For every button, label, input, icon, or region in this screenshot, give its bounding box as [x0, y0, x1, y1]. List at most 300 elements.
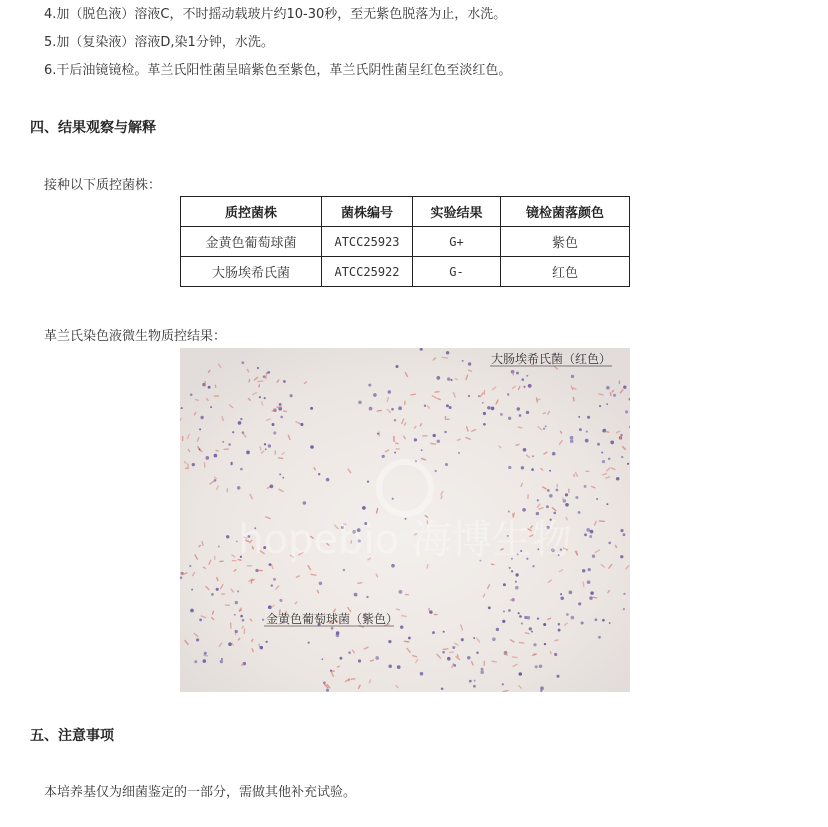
coccus-purple	[200, 416, 203, 419]
rod-red	[561, 431, 562, 433]
coccus-purple	[259, 396, 261, 398]
rod-red	[616, 545, 617, 547]
coccus-purple	[228, 642, 232, 646]
coccus-purple	[571, 616, 575, 620]
coccus-purple	[508, 417, 511, 420]
coccus-purple	[279, 599, 282, 602]
coccus-purple	[585, 439, 589, 443]
coccus-purple	[621, 456, 623, 458]
rod-red	[259, 385, 260, 387]
coccus-purple	[473, 685, 476, 688]
coccus-purple	[388, 390, 391, 393]
coccus-purple	[343, 569, 346, 572]
coccus-purple	[508, 466, 511, 469]
coccus-purple	[441, 688, 444, 691]
coccus-purple	[326, 478, 330, 482]
section-5-heading: 五、注意事项	[30, 728, 114, 744]
coccus-purple	[290, 394, 293, 397]
coccus-purple	[502, 683, 504, 685]
coccus-purple	[449, 406, 452, 409]
coccus-purple	[578, 602, 581, 605]
rod-red	[213, 611, 214, 614]
coccus-purple	[424, 404, 426, 406]
coccus-purple	[474, 680, 476, 682]
coccus-purple	[483, 423, 486, 426]
coccus-purple	[468, 395, 470, 397]
section-4-heading: 四、结果观察与解释	[30, 120, 156, 136]
rod-red	[593, 597, 596, 598]
coccus-purple	[521, 466, 524, 469]
step-6: 6.干后油镜镜检。革兰氏阳性菌呈暗紫色至紫色，革兰氏阴性菌呈红色至淡红色。	[44, 63, 512, 78]
coccus-purple	[358, 400, 362, 404]
coccus-purple	[392, 498, 394, 500]
coccus-purple	[609, 622, 611, 624]
coccus-purple	[221, 658, 223, 660]
rod-red	[420, 424, 421, 426]
coccus-purple	[263, 375, 266, 378]
coccus-purple	[377, 433, 379, 435]
coccus-purple	[273, 431, 276, 434]
coccus-purple	[608, 542, 611, 545]
coccus-purple	[310, 445, 314, 449]
coccus-purple	[435, 470, 437, 472]
coccus-purple	[326, 689, 329, 692]
watermark-text: hopebio 海博生物	[238, 517, 572, 563]
coccus-purple	[231, 462, 233, 464]
coccus-purple	[264, 443, 266, 445]
coccus-purple	[531, 468, 534, 471]
coccus-purple	[599, 405, 601, 407]
rod-red	[441, 496, 442, 498]
coccus-purple	[444, 431, 446, 433]
coccus-purple	[496, 628, 499, 631]
coccus-purple	[602, 460, 605, 463]
coccus-purple	[606, 503, 608, 505]
coccus-purple	[283, 380, 286, 383]
coccus-purple	[222, 441, 224, 443]
coccus-purple	[308, 642, 310, 644]
coccus-purple	[420, 672, 424, 676]
coccus-purple	[588, 568, 591, 571]
rod-red	[519, 643, 523, 644]
coccus-purple	[515, 573, 518, 576]
coccus-purple	[395, 365, 398, 368]
coccus-purple	[590, 591, 593, 594]
coccus-purple	[280, 416, 283, 419]
coccus-purple	[526, 375, 528, 377]
coccus-purple	[242, 431, 245, 434]
coccus-purple	[362, 506, 366, 510]
cell-colony-color: 红色	[501, 257, 630, 287]
coccus-purple	[532, 565, 534, 567]
coccus-purple	[264, 397, 266, 399]
coccus-purple	[238, 421, 242, 425]
coccus-purple	[445, 463, 448, 466]
coccus-purple	[262, 619, 264, 621]
coccus-purple	[509, 567, 511, 569]
coccus-purple	[589, 596, 593, 600]
coccus-purple	[446, 351, 449, 354]
rod-red	[457, 439, 460, 440]
coccus-purple	[584, 533, 587, 536]
coccus-purple	[271, 584, 273, 586]
rod-red	[249, 380, 250, 382]
coccus-purple	[549, 494, 553, 498]
coccus-purple	[511, 570, 513, 572]
coccus-purple	[240, 418, 242, 420]
coccus-purple	[270, 485, 274, 489]
coccus-purple	[613, 394, 616, 397]
coccus-purple	[515, 581, 517, 583]
coccus-purple	[323, 681, 326, 684]
coccus-purple	[450, 379, 452, 381]
coccus-purple	[235, 630, 238, 633]
coccus-purple	[521, 378, 524, 381]
rod-red	[610, 393, 611, 396]
table-row	[181, 227, 630, 257]
coccus-purple	[537, 617, 539, 619]
coccus-purple	[543, 623, 546, 626]
coccus-purple	[528, 384, 532, 388]
coccus-purple	[570, 440, 573, 443]
rod-red	[606, 477, 610, 478]
coccus-purple	[242, 619, 245, 622]
coccus-purple	[190, 609, 194, 613]
cell-result: G-	[413, 257, 501, 287]
coccus-purple	[382, 455, 385, 458]
coccus-purple	[529, 627, 532, 630]
coccus-purple	[437, 440, 440, 443]
coccus-purple	[539, 665, 543, 669]
coccus-purple	[476, 652, 478, 654]
coccus-purple	[540, 686, 544, 690]
coccus-purple	[368, 384, 371, 387]
coccus-purple	[191, 589, 193, 591]
coccus-purple	[300, 423, 303, 426]
coccus-purple	[266, 372, 268, 374]
coccus-purple	[592, 555, 595, 558]
rod-red	[516, 444, 519, 445]
coccus-purple	[194, 660, 197, 663]
rod-red	[411, 394, 415, 395]
rod-red	[196, 400, 199, 401]
coccus-purple	[196, 638, 199, 641]
coccus-purple	[391, 564, 395, 568]
coccus-purple	[272, 423, 275, 426]
coccus-purple	[570, 436, 574, 440]
coccus-purple	[453, 664, 456, 667]
rod-red	[442, 357, 447, 358]
coccus-purple	[246, 451, 250, 455]
coccus-purple	[375, 656, 379, 660]
coccus-purple	[500, 413, 503, 416]
coccus-purple	[205, 456, 209, 460]
coccus-purple	[625, 410, 628, 413]
coccus-purple	[606, 403, 608, 405]
coccus-purple	[447, 377, 450, 380]
qc-result-caption: 革兰氏染色液微生物质控结果：	[44, 329, 227, 344]
coccus-purple	[584, 485, 587, 488]
coccus-purple	[447, 657, 451, 661]
coccus-purple	[608, 457, 611, 460]
coccus-purple	[508, 511, 510, 513]
gram-stain-micrograph	[180, 348, 630, 692]
rod-red	[371, 660, 374, 661]
coccus-purple	[620, 529, 623, 532]
cell-colony-color: 紫色	[501, 227, 630, 257]
coccus-purple	[408, 637, 411, 640]
rod-red	[260, 447, 261, 450]
coccus-purple	[192, 463, 195, 466]
coccus-purple	[545, 425, 547, 427]
coccus-purple	[487, 406, 490, 409]
coccus-purple	[535, 665, 538, 668]
header-strain: 质控菌株	[181, 197, 322, 227]
coccus-purple	[279, 403, 282, 406]
coccus-purple	[446, 404, 449, 407]
coccus-purple	[526, 411, 529, 414]
rod-red	[252, 639, 253, 641]
coccus-purple	[273, 578, 276, 581]
coccus-purple	[491, 407, 495, 411]
rod-red	[396, 443, 399, 444]
coccus-purple	[558, 623, 561, 626]
rod-red	[543, 413, 545, 414]
coccus-purple	[556, 675, 559, 678]
coccus-purple	[586, 528, 590, 532]
coccus-purple	[519, 672, 523, 676]
coccus-purple	[606, 386, 610, 390]
coccus-purple	[578, 416, 580, 418]
coccus-purple	[214, 454, 218, 458]
coccus-purple	[216, 588, 219, 591]
rod-red	[215, 477, 217, 478]
coccus-purple	[533, 643, 536, 646]
coccus-purple	[553, 512, 556, 515]
coccus-purple	[558, 629, 561, 632]
rod-red	[505, 654, 508, 655]
rod-red	[457, 655, 458, 657]
coccus-purple	[590, 530, 594, 534]
rod-red	[518, 427, 522, 428]
coccus-purple	[199, 428, 201, 430]
rod-red	[605, 432, 609, 433]
coccus-purple	[199, 619, 202, 622]
coccus-purple	[331, 627, 334, 630]
coccus-purple	[190, 393, 193, 396]
coccus-purple	[575, 496, 578, 499]
coccus-purple	[461, 638, 464, 641]
coccus-purple	[556, 489, 559, 492]
rod-red	[262, 402, 263, 405]
coccus-purple	[547, 489, 550, 492]
rod-red	[538, 399, 540, 400]
coccus-purple	[458, 452, 460, 454]
header-strain-id: 菌株编号	[322, 197, 413, 227]
coccus-purple	[211, 593, 214, 596]
coccus-purple	[348, 651, 351, 654]
coccus-purple	[518, 612, 520, 614]
rod-red	[583, 582, 584, 587]
micrograph-canvas	[180, 348, 630, 692]
coccus-purple	[503, 611, 505, 613]
coccus-purple	[310, 407, 313, 410]
coccus-purple	[492, 637, 496, 641]
rod-red	[455, 379, 457, 380]
coccus-purple	[394, 452, 396, 454]
coccus-purple	[560, 593, 562, 595]
rod-red	[204, 655, 208, 656]
coccus-purple	[400, 625, 404, 629]
coccus-purple	[181, 407, 183, 409]
coccus-purple	[482, 402, 484, 404]
coccus-purple	[234, 614, 236, 616]
coccus-purple	[623, 608, 625, 610]
coccus-purple	[469, 680, 472, 683]
coccus-purple	[433, 434, 436, 437]
coccus-purple	[339, 657, 342, 660]
coccus-purple	[228, 443, 231, 446]
cell-result: G+	[413, 227, 501, 257]
coccus-purple	[367, 481, 369, 483]
coccus-purple	[595, 618, 598, 621]
precaution-text: 本培养基仅为细菌鉴定的一部分，需做其他补充试验。	[44, 785, 357, 800]
coccus-purple	[452, 646, 455, 649]
header-result: 实验结果	[413, 197, 501, 227]
coccus-purple	[516, 372, 519, 375]
coccus-purple	[546, 505, 549, 508]
coccus-purple	[210, 406, 212, 408]
rod-red	[405, 641, 409, 642]
coccus-purple	[521, 622, 523, 624]
coccus-purple	[523, 386, 525, 388]
rod-red	[370, 680, 371, 683]
coccus-purple	[237, 486, 240, 489]
rod-red	[438, 399, 440, 400]
coccus-purple	[303, 501, 306, 504]
coccus-purple	[549, 470, 551, 472]
coccus-purple	[480, 668, 483, 671]
cell-strain-id: ATCC25923	[322, 227, 413, 257]
rod-red	[377, 410, 381, 411]
coccus-purple	[488, 606, 491, 609]
coccus-purple	[587, 580, 591, 584]
coccus-purple	[240, 615, 243, 618]
coccus-purple	[554, 653, 557, 656]
rod-red	[599, 394, 603, 395]
rod-red	[450, 652, 454, 653]
coccus-purple	[581, 621, 584, 624]
coccus-purple	[232, 431, 234, 433]
coccus-purple	[480, 670, 484, 674]
coccus-purple	[398, 406, 402, 410]
coccus-purple	[189, 565, 191, 567]
coccus-purple	[467, 656, 471, 660]
coccus-purple	[623, 386, 626, 389]
coccus-purple	[589, 535, 592, 538]
coccus-purple	[579, 428, 582, 431]
coccus-purple	[220, 660, 223, 663]
rod-red	[620, 436, 621, 439]
coccus-purple	[524, 616, 527, 619]
coccus-purple	[586, 431, 588, 433]
coccus-purple	[565, 493, 568, 496]
step-5: 5.加（复染液）溶液D,染1分钟，水洗。	[44, 35, 274, 50]
rod-red	[337, 666, 339, 667]
rod-red	[311, 574, 316, 575]
rod-red	[443, 649, 448, 650]
coccus-purple	[237, 590, 239, 592]
coccus-purple	[319, 582, 322, 585]
coccus-purple	[265, 448, 267, 450]
coccus-purple	[443, 631, 445, 633]
rod-red	[242, 626, 243, 628]
coccus-purple	[596, 498, 598, 500]
coccus-purple	[336, 634, 340, 638]
rod-red	[435, 392, 439, 393]
coccus-purple	[582, 569, 586, 573]
coccus-purple	[566, 613, 569, 616]
coccus-purple	[532, 455, 534, 457]
rod-red	[431, 444, 436, 445]
table-header-row	[181, 197, 630, 227]
coccus-purple	[432, 631, 435, 634]
cell-strain-id: ATCC25922	[322, 257, 413, 287]
coccus-purple	[394, 419, 397, 422]
coccus-purple	[503, 583, 506, 586]
coccus-purple	[442, 651, 445, 654]
coccus-purple	[366, 596, 368, 598]
coccus-purple	[226, 535, 229, 538]
coccus-purple	[531, 631, 533, 633]
coccus-purple	[235, 601, 238, 604]
coccus-purple	[358, 659, 361, 662]
rod-red	[492, 661, 496, 662]
coccus-purple	[623, 533, 626, 536]
coccus-purple	[269, 563, 272, 566]
coccus-purple	[508, 609, 511, 612]
coccus-purple	[523, 448, 527, 452]
label-ecoli-red: 大肠埃希氏菌（红色）	[491, 352, 612, 366]
coccus-purple	[578, 511, 581, 514]
rod-red	[427, 565, 428, 569]
coccus-purple	[397, 665, 401, 669]
coccus-purple	[616, 477, 620, 481]
coccus-purple	[373, 393, 377, 397]
coccus-purple	[414, 438, 417, 441]
coccus-purple	[536, 512, 539, 515]
coccus-purple	[502, 620, 505, 623]
coccus-purple	[388, 640, 391, 643]
coccus-purple	[597, 443, 600, 446]
header-colony-color: 镜检菌落颜色	[501, 197, 630, 227]
coccus-purple	[214, 479, 217, 482]
coccus-purple	[519, 615, 522, 618]
coccus-purple	[515, 586, 519, 590]
qc-strain-table	[180, 196, 630, 287]
coccus-purple	[537, 499, 539, 501]
coccus-purple	[369, 407, 373, 411]
coccus-purple	[552, 452, 556, 456]
coccus-purple	[282, 477, 284, 479]
coccus-purple	[468, 362, 471, 365]
rod-red	[537, 398, 538, 402]
coccus-purple	[507, 393, 509, 395]
rod-red	[358, 583, 362, 584]
coccus-purple	[240, 468, 243, 471]
coccus-purple	[610, 441, 614, 445]
coccus-purple	[571, 375, 574, 378]
